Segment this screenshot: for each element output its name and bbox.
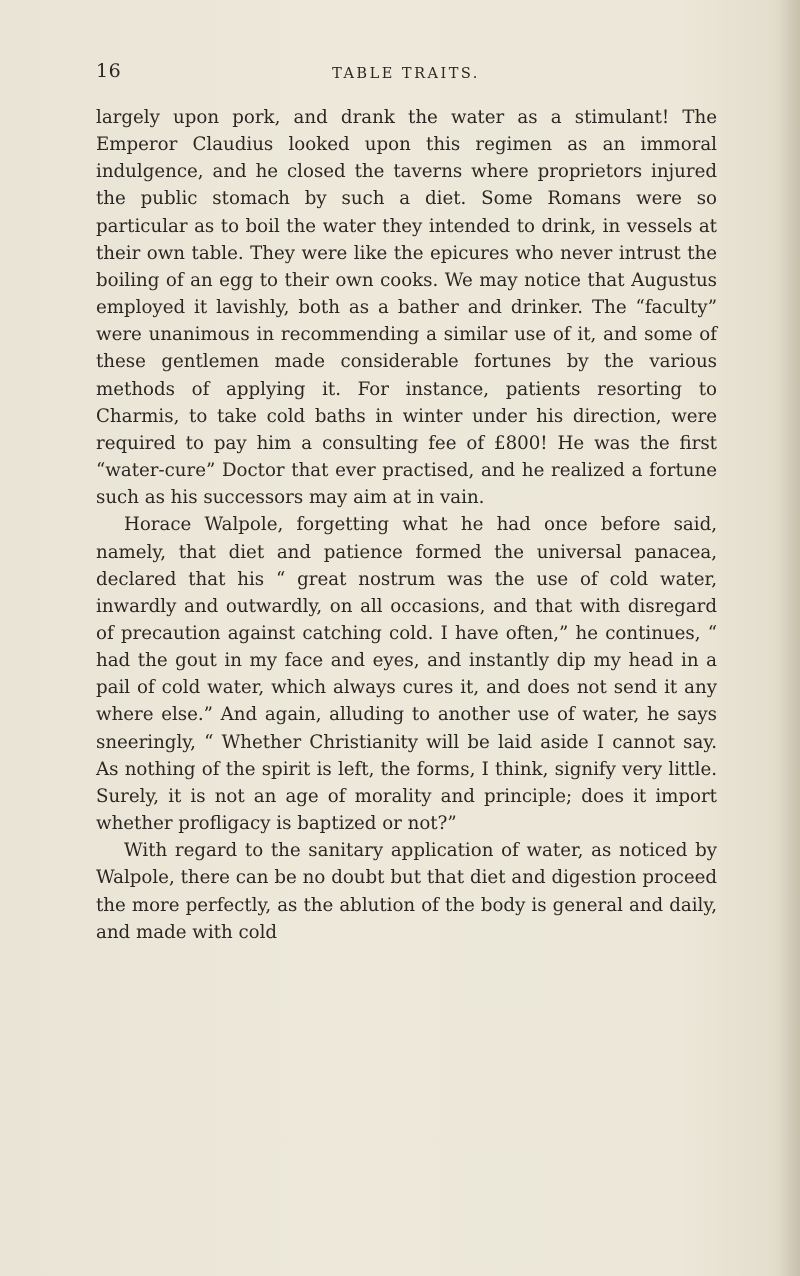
paragraph-1: largely upon pork, and drank the water as a stimulant! The Emperor Claudius looked upon this regimen as an immoral indulgence, and he closed the taverns where proprietors injured the public stomach by such a diet. Some Romans were so particular as to boil the water they intended to drink, in vessels at their own table. They were like the epicures who never intrust the boiling of an egg to their own cooks. We may notice that Augustus employed it lavishly, both as a bather and drinker. The “faculty” were unanimous in recommending a similar use of it, and some of these gentlemen made considerable fortunes by the various methods of applying it. For instance, patients resorting to Charmis, to take cold baths in winter under his direction, were required to pay him a consulting fee of £800! He was the first “water-cure” Doctor that ever practised, and he realized a fortune such as his successors may aim at in vain.	[96, 107, 717, 509]
running-title: TABLE TRAITS.	[332, 66, 480, 82]
paragraph-2: Horace Walpole, forgetting what he had once before said, namely, that diet and patience formed the universal panacea, declared that his “ great nostrum was the use of cold water, inwardly and outwardly, on all occasions, and that with disregard of precaution against catching cold. I have often,” he continues, “ had the gout in my face and eyes, and instantly dip my head in a pail of cold water, which always cures it, and does not send it any where else.” And again, alluding to another use of water, he says sneeringly, “ Whether Christianity will be laid aside I cannot say. As nothing of the spirit is left, the forms, I think, signify very little. Surely, it is not an age of morality and principle; does it import whether profligacy is baptized or not?”	[96, 514, 717, 835]
body-text	[96, 104, 717, 946]
page-edge-shadow	[778, 0, 800, 1276]
page-header	[96, 60, 716, 90]
paragraph-3: With regard to the sanitary application of water, as noticed by Walpole, there can be no doubt but that diet and digestion proceed the more perfectly, as the ablution of the body is general and daily, and made with cold	[96, 840, 717, 943]
page-number: 16	[96, 60, 122, 82]
